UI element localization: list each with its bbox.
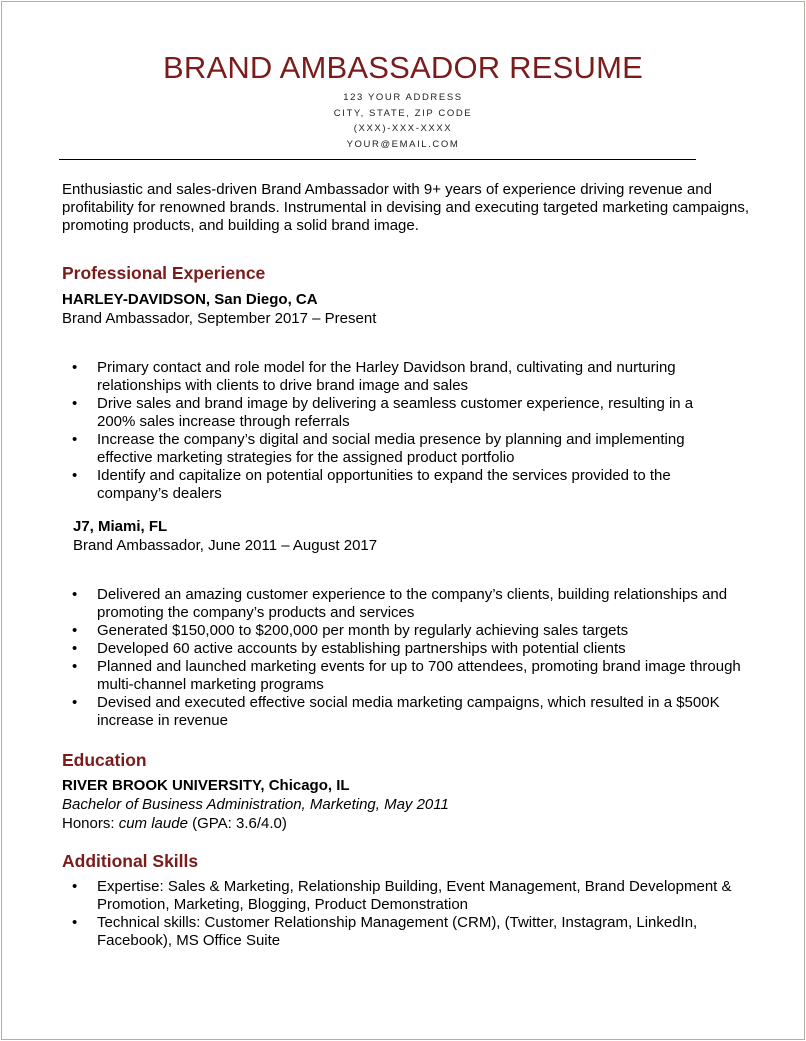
skills-bullets [62, 878, 762, 950]
job-2-role: Brand Ambassador, June 2011 – August 2017 [73, 537, 378, 554]
honors-value: cum laude [118, 815, 188, 832]
list-item: • Devised and executed effective social media marketing campaigns, which resulted in a $500K increase in revenue [62, 694, 762, 730]
job-2-employer: J7, Miami, FL [73, 518, 168, 535]
education-honors [62, 815, 287, 833]
job-2-bullets [62, 586, 762, 730]
list-item: • Identify and capitalize on potential opportunities to expand the services provided to the company’s dealers [62, 467, 712, 503]
list-item: • Technical skills: Customer Relationship Management (CRM), (Twitter, Instagram, LinkedIn, Facebook), MS Office Suite [62, 914, 762, 950]
list-item: • Drive sales and brand image by delivering a seamless customer experience, resulting in a 200% sales increase through referrals [62, 395, 712, 431]
job-1-bullets [62, 359, 712, 503]
summary-paragraph: Enthusiastic and sales-driven Brand Ambassador with 9+ years of experience driving revenue and profitability for renowned brands. Instrumental in devising and executing targeted marketing campaigns, promoting products, and building a solid brand image. [62, 181, 750, 234]
contact-phone: (XXX)-XXX-XXXX [353, 123, 453, 135]
list-item: • Primary contact and role model for the Harley Davidson brand, cultivating and nurturing relationships with clients to drive brand image and sales [62, 359, 712, 395]
list-item: • Planned and launched marketing events for up to 700 attendees, promoting brand image through multi-channel marketing programs [62, 658, 762, 694]
header-divider [59, 159, 696, 160]
list-item: • Expertise: Sales & Marketing, Relationship Building, Event Management, Brand Development & Promotion, Marketing, Blogging, Product Demonstration [62, 878, 762, 914]
list-item: • Developed 60 active accounts by establishing partnerships with potential clients [62, 640, 762, 658]
contact-block [0, 90, 806, 153]
contact-email: YOUR@EMAIL.COM [346, 139, 460, 151]
education-degree: Bachelor of Business Administration, Marketing, May 2011 [62, 796, 449, 813]
contact-city: CITY, STATE, ZIP CODE [333, 107, 473, 119]
job-1-role: Brand Ambassador, September 2017 – Present [62, 310, 377, 327]
list-item: • Delivered an amazing customer experience to the company’s clients, building relationships and promoting the company’s products and services [62, 586, 762, 622]
list-item: • Generated $150,000 to $200,000 per month by regularly achieving sales targets [62, 622, 762, 640]
skills-heading: Additional Skills [62, 851, 199, 871]
contact-address: 123 YOUR ADDRESS [343, 92, 463, 103]
list-item: • Increase the company’s digital and social media presence by planning and implementing effective marketing strategies for the assigned product portfolio [62, 431, 712, 467]
honors-gpa: (GPA: 3.6/4.0) [187, 815, 287, 832]
job-1-employer: HARLEY-DAVIDSON, San Diego, CA [62, 291, 318, 308]
honors-label: Honors: [62, 815, 119, 832]
education-school: RIVER BROOK UNIVERSITY, Chicago, IL [62, 777, 350, 794]
education-heading: Education [62, 750, 147, 770]
experience-heading: Professional Experience [62, 263, 266, 283]
resume-title: BRAND AMBASSADOR RESUME [162, 50, 644, 85]
